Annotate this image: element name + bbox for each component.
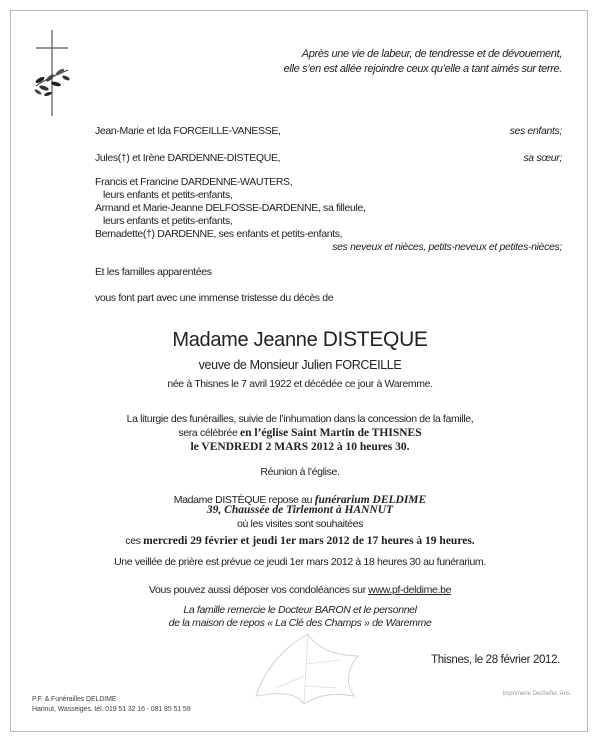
relatives-line: Francis et Francine DARDENNE-WAUTERS, xyxy=(95,176,293,188)
vigil: Une veillée de prière est prévue ce jeudi 1er mars 2012 à 18 heures 30 au funérarium. xyxy=(114,556,486,568)
family-line-left: Jules(†) et Irène DARDENNE-DISTEQUE, xyxy=(95,152,281,164)
birth-death-dates: née à Thisnes le 7 avril 1922 et décédée ce jour à Waremme. xyxy=(167,378,433,390)
visiting-hours: mercredi 29 février et jeudi 1er mars 2012 de 17 heures à 19 heures. xyxy=(143,535,475,547)
footer-printer: Imprimerie Dechefer, Ans xyxy=(502,691,570,697)
deceased-name xyxy=(0,328,600,352)
funerarium-name: funérarium DELDIME xyxy=(314,494,427,506)
place-date: Thisnes, le 28 février 2012. xyxy=(431,654,560,666)
church: en l’église Saint Martin de THISNES xyxy=(240,427,422,439)
funeral-line-1: La liturgie des funérailles, suivie de l’inhumation dans la concession de la famille, xyxy=(126,413,474,425)
epigraph-line-1: Après une vie de labeur, de tendresse et de dévouement, xyxy=(301,48,562,60)
families-line: Et les familles apparentées xyxy=(95,266,212,278)
condolences-line xyxy=(0,580,600,598)
deceased-prefix: Madame Jeanne xyxy=(172,329,323,351)
funerarium-address: 39, Chaussée de Tirlemont à HANNUT xyxy=(206,504,394,516)
funerarium-hours xyxy=(0,531,600,549)
relatives-line: Armand et Marie-Jeanne DELFOSSE-DARDENNE, sa filleule, xyxy=(95,202,366,214)
family-line-right: sa sœur; xyxy=(523,152,562,164)
relatives-line: leurs enfants et petits-enfants, xyxy=(103,189,233,201)
leaf-watermark-icon xyxy=(246,626,366,706)
deceased-surname: DISTEQUE xyxy=(322,328,428,351)
condolences-link[interactable]: www.pf-deldime.be xyxy=(368,584,452,596)
funerarium-prefix: Madame DISTÈQUE repose au xyxy=(173,494,315,506)
reunion: Réunion à l’église. xyxy=(260,466,340,478)
epigraph-line-2: elle s’en est allée rejoindre ceux qu’elle a tant aimés sur terre. xyxy=(283,63,562,75)
thanks-line-1: La famille remercie le Docteur BARON et le personnel xyxy=(183,604,417,616)
announce-line: vous font part avec une immense tristesse du décès de xyxy=(95,292,334,304)
widow-of: veuve de Monsieur Julien FORCEILLE xyxy=(198,358,402,372)
relatives-line: leurs enfants et petits-enfants, xyxy=(103,215,233,227)
funeral-date: le VENDREDI 2 MARS 2012 à 10 heures 30. xyxy=(190,441,410,453)
cross-with-branch-icon xyxy=(30,28,76,118)
footer-address: Hannut, Wasseiges. tél. 019 51 32 16 - 081 85 51 59 xyxy=(32,706,191,713)
footer-company: P.F. & Funérailles DELDIME xyxy=(32,696,117,703)
thanks-line-2: de la maison de repos « La Clé des Champs » de Waremme xyxy=(168,617,432,629)
family-line-left: Jean-Marie et Ida FORCEILLE-VANESSE, xyxy=(95,125,281,137)
funeral-line-2 xyxy=(0,427,600,439)
funerarium-hours-prefix: ces xyxy=(125,535,144,547)
family-line-right: ses enfants; xyxy=(509,125,562,137)
funerarium-visits: où les visites sont souhaitées xyxy=(236,518,364,530)
relatives-line: Bernadette(†) DARDENNE, ses enfants et petits-enfants, xyxy=(95,228,343,240)
relatives-right: ses neveux et nièces, petits-neveux et petites-nièces; xyxy=(332,241,562,253)
condolences-prefix: Vous pouvez aussi déposer vos condoléances sur xyxy=(148,584,369,596)
funeral-line-2-prefix: sera célébrée xyxy=(178,427,241,439)
